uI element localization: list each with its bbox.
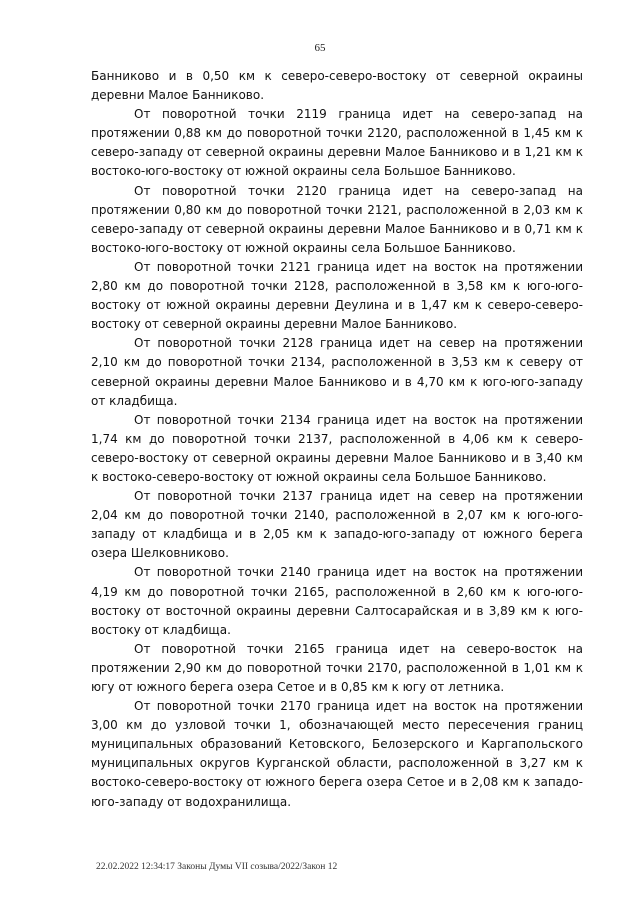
document-body xyxy=(91,67,583,812)
paragraph: От поворотной точки 2165 граница идет на северо-восток на протяжении 2,90 км до поворотной точки 2170, расположенной в 1,01 км к югу от южного берега озера Сетое и в 0,85 км к югу от летника. xyxy=(91,641,583,694)
paragraph: От поворотной точки 2134 граница идет на восток на протяжении 1,74 км до поворотной точки 2137, расположенной в 4,06 км к северо-северо-востоку от северной окраины деревни Малое Банниково и в 3,40 км к востоко-северо-востоку от южной окраины села Большое Банниково. xyxy=(91,412,583,484)
paragraph: От поворотной точки 2137 граница идет на север на протяжении 2,04 км до поворотной точки 2140, расположенной в 2,07 км к юго-юго-западу от кладбища и в 2,05 км к западо-юго-западу от южного берега озера Шелковниково. xyxy=(91,489,583,561)
paragraph: От поворотной точки 2121 граница идет на восток на протяжении 2,80 км до поворотной точки 2128, расположенной в 3,58 км к юго-юго-востоку от южной окраины деревни Деулина и в 1,47 км к северо-северо-востоку от северной окраины деревни Малое Банниково. xyxy=(91,259,583,332)
paragraph: От поворотной точки 2140 граница идет на восток на протяжении 4,19 км до поворотной точки 2165, расположенной в 2,60 км к юго-юго-востоку от восточной окраины деревни Салтосарайская и в 3,89 км к юго-востоку от кладбища. xyxy=(91,565,583,637)
paragraph-continuation: Банниково и в 0,50 км к северо-северо-востоку от северной окраины деревни Малое Банниково. xyxy=(91,69,583,103)
paragraph: От поворотной точки 2170 граница идет на восток на протяжении 3,00 км до узловой точки 1, обозначающей место пересечения границ муниципальных образований Кетовского, Белозерского и Каргапольского муниципальных округов Курганской области, расположенной в 3,27 км к востоко-северо-востоку от южного берега озера Сетое и в 2,08 км к западо-юго-западу от водохранилища. xyxy=(91,699,583,809)
paragraph: От поворотной точки 2120 граница идет на северо-запад на протяжении 0,80 км до поворотной точки 2121, расположенной в 2,03 км к северо-западу от северной окраины деревни Малое Банниково и в 0,71 км к востоко-юго-востоку от южной окраины села Большое Банниково. xyxy=(91,183,583,255)
document-footer: 22.02.2022 12:34:17 Законы Думы VII созыва/2022/Закон 12 xyxy=(96,862,338,872)
paragraph: От поворотной точки 2119 граница идет на северо-запад на протяжении 0,88 км до поворотной точки 2120, расположенной в 1,45 км к северо-западу от северной окраины деревни Малое Банниково и в 1,21 км к востоко-юго-востоку от южной окраины села Большое Банниково. xyxy=(91,107,583,179)
paragraph: От поворотной точки 2128 граница идет на север на протяжении 2,10 км до поворотной точки 2134, расположенной в 3,53 км к северу от северной окраины деревни Малое Банниково и в 4,70 км к юго-юго-западу от кладбища. xyxy=(91,336,583,408)
page-number: 65 xyxy=(314,42,326,54)
